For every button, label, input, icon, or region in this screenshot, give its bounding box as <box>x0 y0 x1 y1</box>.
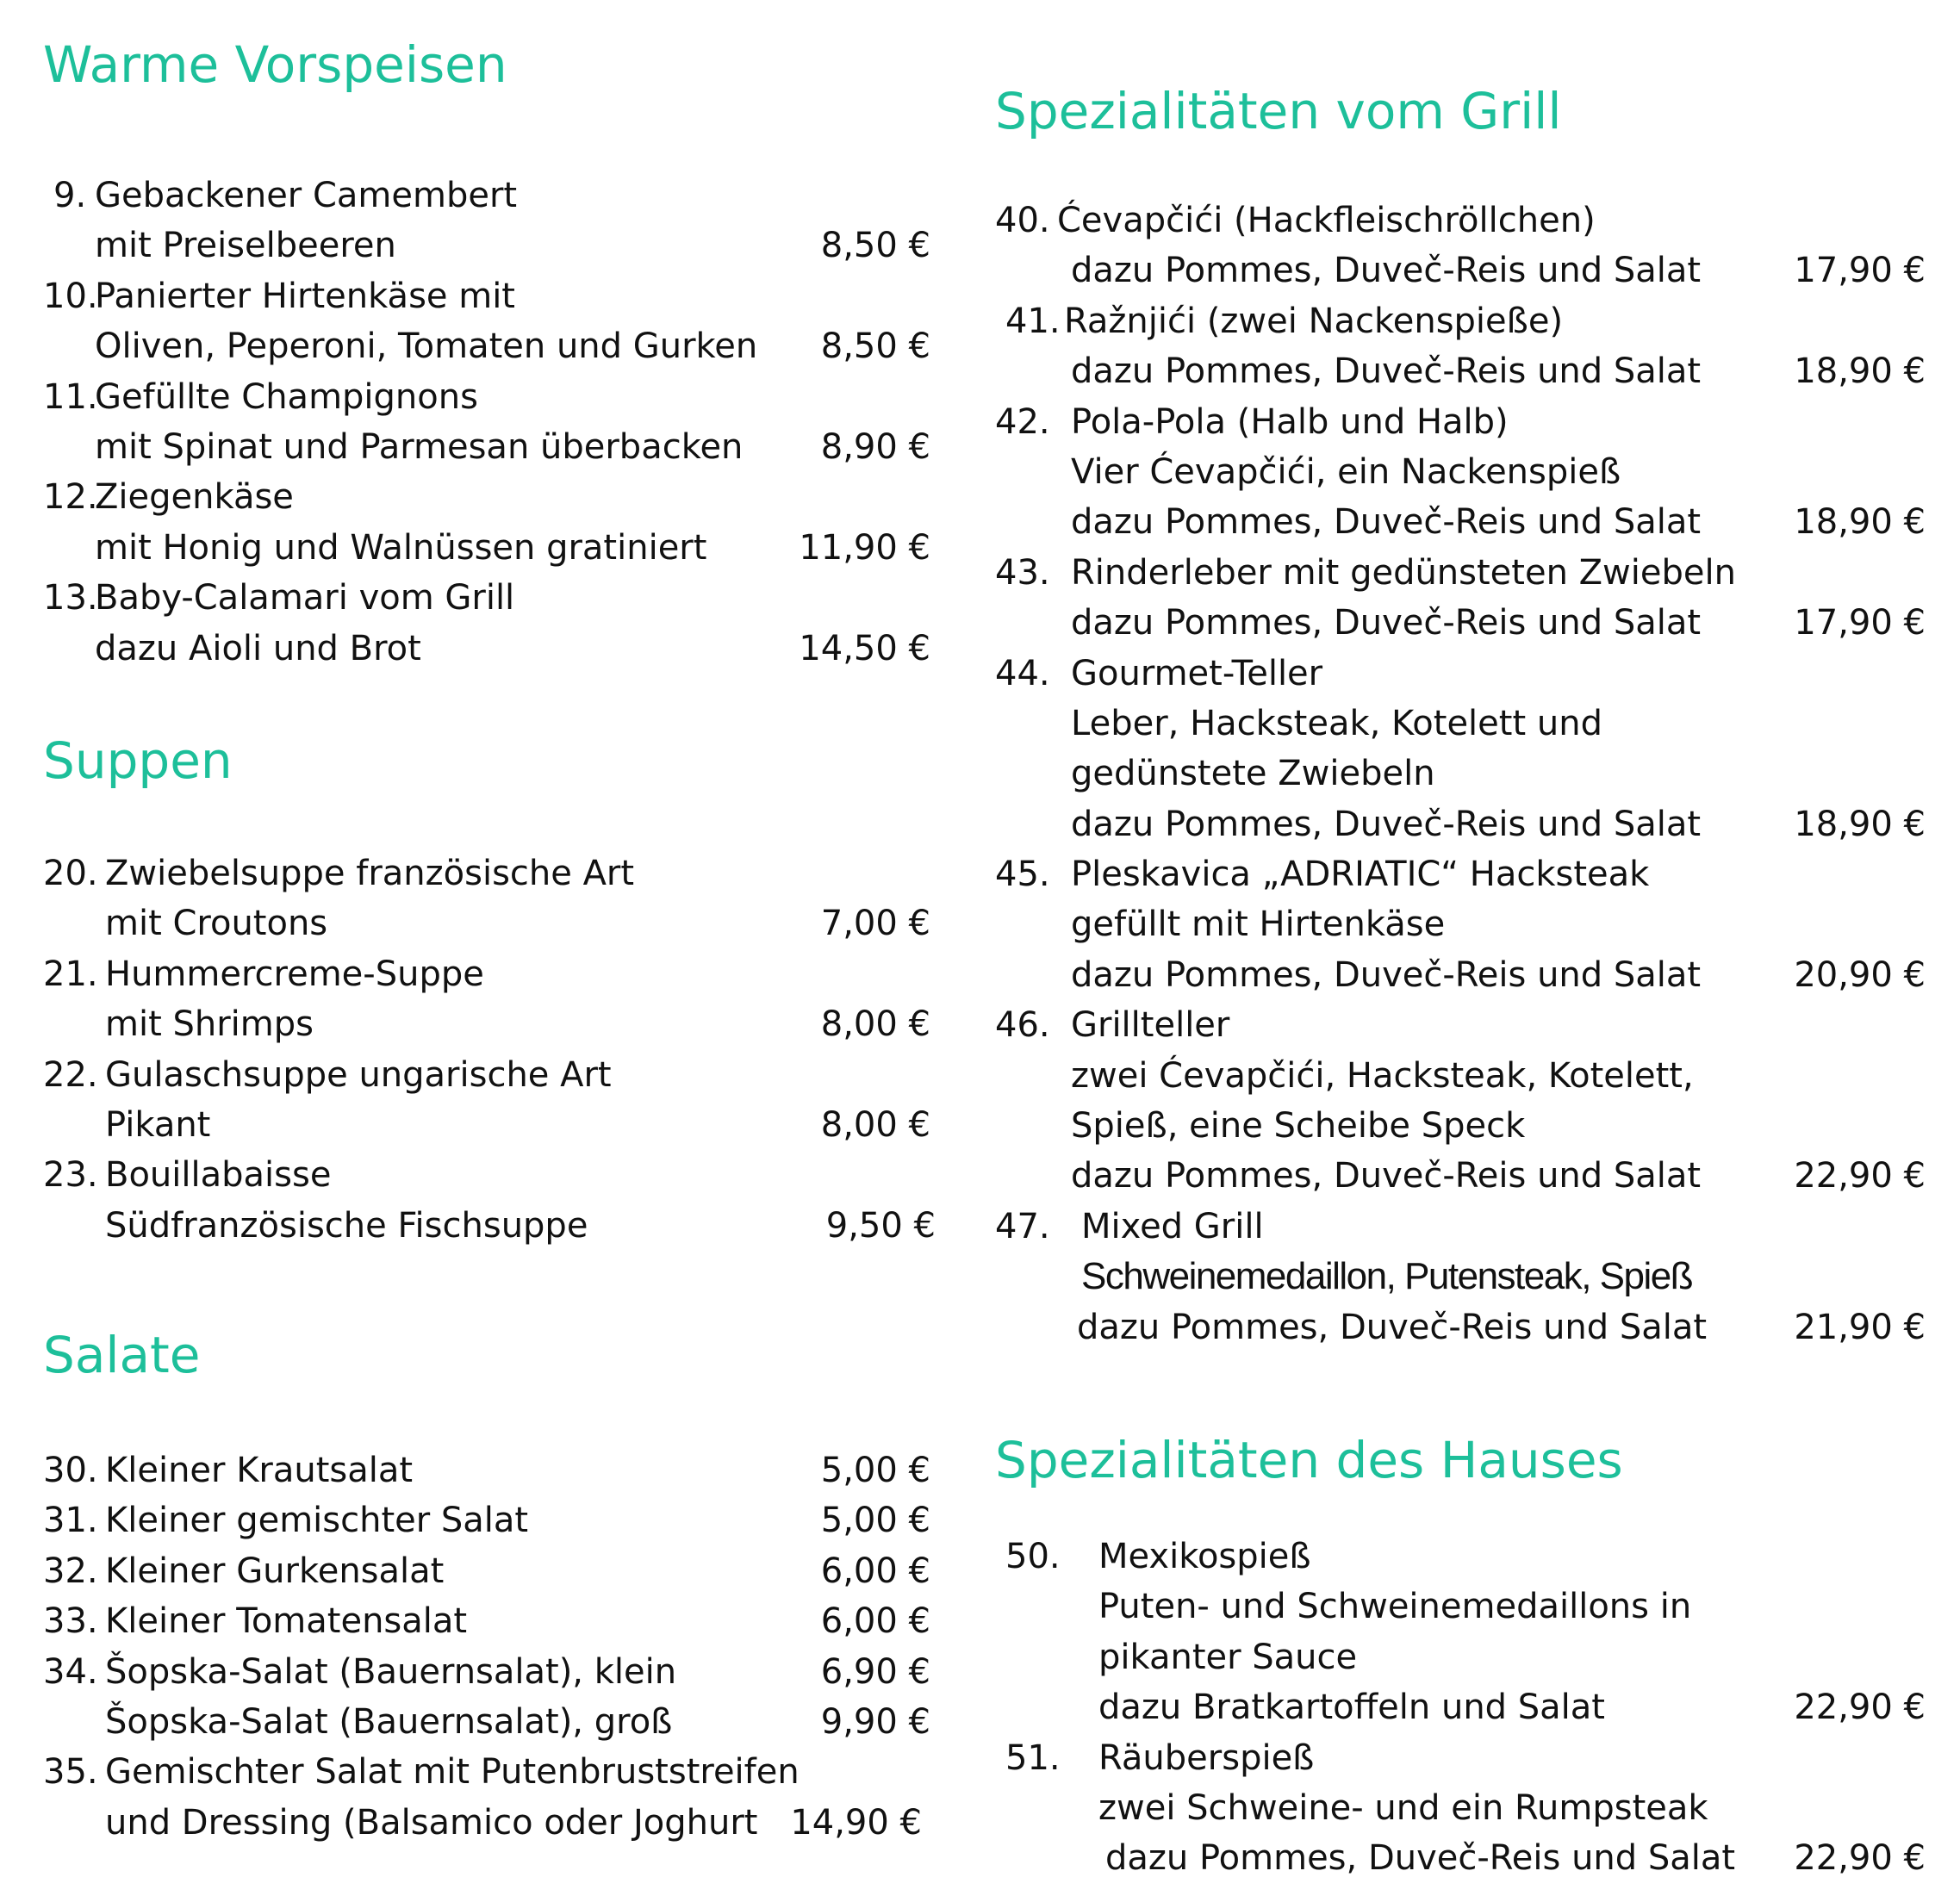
item-price: 22,90 € <box>1794 1156 1926 1197</box>
menu-item-name <box>43 1050 930 1100</box>
item-desc: Oliven, Peperoni, Tomaten und Gurken <box>95 326 758 367</box>
item-number: 31. <box>43 1501 98 1541</box>
item-number: 51. <box>1005 1737 1061 1778</box>
item-number: 47. <box>995 1206 1050 1246</box>
menu-item-name <box>43 171 930 221</box>
item-number: 20. <box>43 854 98 893</box>
item-number: 34. <box>43 1651 98 1692</box>
item-name: Šopska-Salat (Bauernsalat), klein <box>105 1651 677 1692</box>
menu-item-desc <box>43 422 930 472</box>
menu-item-desc <box>43 221 930 270</box>
item-name: Räuberspieß <box>1098 1737 1315 1778</box>
menu-item-desc <box>995 447 1926 497</box>
menu-item-name <box>43 573 930 623</box>
menu-item-desc <box>995 899 1926 949</box>
menu-item-name <box>43 1495 930 1545</box>
item-name: Ziegenkäse <box>95 477 294 518</box>
menu-item-desc <box>995 1302 1926 1352</box>
item-price: 22,90 € <box>1794 1688 1926 1728</box>
menu-item-desc <box>43 1100 930 1150</box>
menu-item-name <box>995 849 1926 899</box>
item-name: Rinderleber mit gedünsteten Zwiebeln <box>1071 552 1736 593</box>
item-desc: mit Croutons <box>105 904 328 944</box>
menu-item-name <box>995 1202 1926 1252</box>
menu-item-name <box>43 1697 930 1747</box>
item-desc: dazu Pommes, Duveč-Reis und Salat <box>1077 1307 1708 1347</box>
item-name: Pola-Pola (Halb und Halb) <box>1071 401 1509 442</box>
item-name: Ražnjići (zwei Nackenspieße) <box>1064 301 1564 341</box>
item-name: Zwiebelsuppe französische Art <box>105 854 635 893</box>
item-price: 9,50 € <box>825 1205 936 1246</box>
section-warme-vorspeisen <box>43 34 930 95</box>
menu-item-desc <box>995 950 1926 1000</box>
item-number: 12. <box>43 477 98 518</box>
menu-item-desc <box>995 1582 1926 1632</box>
item-number: 23. <box>43 1155 98 1196</box>
item-name: Bouillabaisse <box>105 1155 332 1196</box>
item-price: 14,90 € <box>790 1802 922 1843</box>
menu-item-name <box>995 196 1926 246</box>
item-desc: dazu Pommes, Duveč-Reis und Salat <box>1071 502 1702 543</box>
item-desc: zwei Schweine- und ein Rumpsteak <box>1098 1787 1708 1828</box>
item-desc: dazu Pommes, Duveč-Reis und Salat <box>1105 1838 1736 1879</box>
section-salate <box>43 1325 930 1385</box>
item-desc: dazu Pommes, Duveč-Reis und Salat <box>1071 954 1702 995</box>
item-name: Kleiner gemischter Salat <box>105 1501 529 1541</box>
menu-item-name <box>43 1596 930 1646</box>
item-name: Mexikospieß <box>1098 1537 1311 1576</box>
menu-item-desc <box>995 1833 1926 1883</box>
item-number: 43. <box>995 552 1050 593</box>
section-title: Spezialitäten des Hauses <box>995 1431 1623 1489</box>
item-number: 45. <box>995 855 1050 895</box>
item-price: 8,90 € <box>820 426 930 467</box>
item-number: 44. <box>995 653 1050 693</box>
items-hauses <box>995 1532 1926 1884</box>
item-desc: Puten- und Schweinemedaillons in <box>1098 1587 1692 1627</box>
item-number: 30. <box>43 1451 98 1490</box>
item-desc: Leber, Hacksteak, Kotelett und <box>1071 703 1602 743</box>
menu-item-desc <box>43 999 930 1049</box>
item-number: 42. <box>995 401 1050 442</box>
menu-item-desc <box>43 321 930 371</box>
menu-item-desc <box>43 898 930 948</box>
item-name: Kleiner Tomatensalat <box>105 1601 468 1642</box>
item-desc: gefüllt mit Hirtenkäse <box>1071 904 1446 945</box>
item-number: 22. <box>43 1054 98 1095</box>
item-number: 9. <box>53 176 87 215</box>
menu-item-name <box>995 649 1926 699</box>
menu-item-name <box>43 1150 930 1200</box>
section-suppen <box>43 730 930 791</box>
menu-item-name <box>995 1733 1926 1783</box>
item-number: 10. <box>43 276 98 316</box>
items-grill <box>995 196 1926 1352</box>
menu-item-desc <box>43 1798 930 1848</box>
item-name: Gefüllte Champignons <box>95 376 478 417</box>
item-name: Grillteller <box>1071 1005 1230 1046</box>
item-desc: Pikant <box>105 1104 211 1145</box>
item-name: Gourmet-Teller <box>1071 653 1323 693</box>
item-name: Hummercreme-Suppe <box>105 954 484 994</box>
item-number: 40. <box>995 201 1050 240</box>
section-hauses <box>995 1430 1926 1490</box>
menu-item-desc <box>995 699 1926 749</box>
item-desc: dazu Pommes, Duveč-Reis und Salat <box>1071 351 1702 392</box>
item-price: 5,00 € <box>820 1501 930 1541</box>
item-name: Pleskavica „ADRIATIC“ Hacksteak <box>1071 855 1650 895</box>
menu-item-name <box>43 372 930 422</box>
item-price: 18,90 € <box>1794 502 1926 543</box>
menu-item-desc <box>995 497 1926 547</box>
item-price: 22,90 € <box>1794 1838 1926 1879</box>
item-desc: mit Preiselbeeren <box>95 226 396 266</box>
items-salate <box>43 1445 930 1848</box>
item-number: 11. <box>43 376 98 417</box>
item-desc: Vier Ćevapčići, ein Nackenspieß <box>1071 451 1621 492</box>
menu-item-name <box>995 1532 1926 1582</box>
item-name: Kleiner Krautsalat <box>105 1451 414 1490</box>
item-price: 20,90 € <box>1794 954 1926 995</box>
item-number: 13. <box>43 578 98 618</box>
item-name: Baby-Calamari vom Grill <box>95 578 515 618</box>
menu-item-desc <box>995 1252 1926 1302</box>
item-price: 11,90 € <box>799 527 930 568</box>
section-title: Spezialitäten vom Grill <box>995 82 1562 140</box>
item-desc: mit Spinat und Parmesan überbacken <box>95 426 744 467</box>
menu-item-desc <box>995 1051 1926 1101</box>
item-desc: dazu Pommes, Duveč-Reis und Salat <box>1071 804 1702 844</box>
item-name: Panierter Hirtenkäse mit <box>95 276 515 316</box>
item-price: 14,50 € <box>799 628 930 668</box>
item-desc: Südfranzösische Fischsuppe <box>105 1205 588 1246</box>
menu-item-desc <box>995 749 1926 799</box>
menu-item-desc <box>995 799 1926 849</box>
section-grill <box>995 81 1926 141</box>
section-title: Warme Vorspeisen <box>43 35 507 94</box>
item-price: 6,00 € <box>820 1551 930 1591</box>
section-title: Salate <box>43 1326 201 1384</box>
menu-item-desc <box>995 246 1926 295</box>
menu-item-desc <box>43 624 930 674</box>
item-desc: Schweinemedaillon, Putensteak, Spieß <box>1081 1255 1693 1298</box>
item-price: 5,00 € <box>820 1451 930 1490</box>
items-suppen <box>43 848 936 1251</box>
menu-item-desc <box>43 1201 936 1251</box>
item-name: Ćevapčići (Hackfleischröllchen) <box>1057 201 1596 240</box>
item-price: 17,90 € <box>1794 603 1926 643</box>
item-number: 41. <box>1005 301 1061 341</box>
item-desc: dazu Bratkartoffeln und Salat <box>1098 1688 1605 1728</box>
item-desc: zwei Ćevapčići, Hacksteak, Kotelett, <box>1071 1055 1694 1096</box>
item-number: 35. <box>43 1752 98 1793</box>
menu-item-name <box>43 271 930 321</box>
menu-item-desc <box>995 1151 1926 1201</box>
menu-item-desc <box>995 1682 1926 1732</box>
item-name: Mixed Grill <box>1081 1206 1264 1246</box>
item-price: 18,90 € <box>1794 351 1926 392</box>
item-price: 17,90 € <box>1794 251 1926 291</box>
item-price: 8,00 € <box>820 1104 930 1145</box>
item-number: 46. <box>995 1005 1050 1046</box>
item-desc: pikanter Sauce <box>1098 1637 1358 1677</box>
item-name: Gemischter Salat mit Putenbruststreifen <box>105 1752 800 1793</box>
menu-item-name <box>43 472 930 522</box>
item-number: 21. <box>43 954 98 994</box>
item-desc: dazu Pommes, Duveč-Reis und Salat <box>1071 251 1702 291</box>
menu-item-desc <box>995 346 1926 396</box>
item-price: 8,00 € <box>820 1004 930 1045</box>
item-price: 6,00 € <box>820 1601 930 1642</box>
item-price: 8,50 € <box>820 226 930 266</box>
item-name: Kleiner Gurkensalat <box>105 1551 445 1591</box>
menu-item-name <box>43 1445 930 1495</box>
item-desc: mit Honig und Walnüssen gratiniert <box>95 527 707 568</box>
menu-item-desc <box>995 1783 1926 1833</box>
menu-item-name <box>43 1546 930 1596</box>
menu-item-name <box>995 548 1926 598</box>
item-price: 7,00 € <box>820 904 930 944</box>
menu-item-name <box>995 296 1926 346</box>
item-number: 50. <box>1005 1537 1061 1576</box>
menu-item-desc <box>995 598 1926 648</box>
menu-item-name <box>43 848 930 898</box>
item-price: 8,50 € <box>820 326 930 367</box>
menu-item-desc <box>995 1632 1926 1682</box>
item-desc: gedünstete Zwiebeln <box>1071 754 1435 794</box>
item-number: 33. <box>43 1601 98 1642</box>
item-desc: dazu Aioli und Brot <box>95 628 421 668</box>
item-number: 32. <box>43 1551 98 1591</box>
menu-item-name <box>995 1000 1926 1050</box>
item-desc: mit Shrimps <box>105 1004 314 1045</box>
menu-item-name <box>43 1747 930 1797</box>
menu-item-desc <box>995 1101 1926 1151</box>
item-desc: dazu Pommes, Duveč-Reis und Salat <box>1071 603 1702 643</box>
item-name: Gulaschsuppe ungarische Art <box>105 1054 612 1095</box>
menu-item-name <box>995 397 1926 447</box>
menu-item-name <box>43 949 930 999</box>
items-warme-vorspeisen <box>43 171 930 674</box>
item-price: 9,90 € <box>820 1701 930 1742</box>
item-price: 18,90 € <box>1794 804 1926 844</box>
item-price: 6,90 € <box>820 1651 930 1692</box>
item-price: 21,90 € <box>1794 1307 1926 1347</box>
item-name: Šopska-Salat (Bauernsalat), groß <box>105 1701 673 1742</box>
item-desc: dazu Pommes, Duveč-Reis und Salat <box>1071 1156 1702 1197</box>
item-desc: Spieß, eine Scheibe Speck <box>1071 1106 1526 1147</box>
menu-item-name <box>43 1647 930 1697</box>
item-name: Gebackener Camembert <box>95 176 518 215</box>
section-title: Suppen <box>43 731 233 790</box>
item-desc: und Dressing (Balsamico oder Joghurt <box>105 1802 758 1843</box>
menu-item-desc <box>43 523 930 573</box>
